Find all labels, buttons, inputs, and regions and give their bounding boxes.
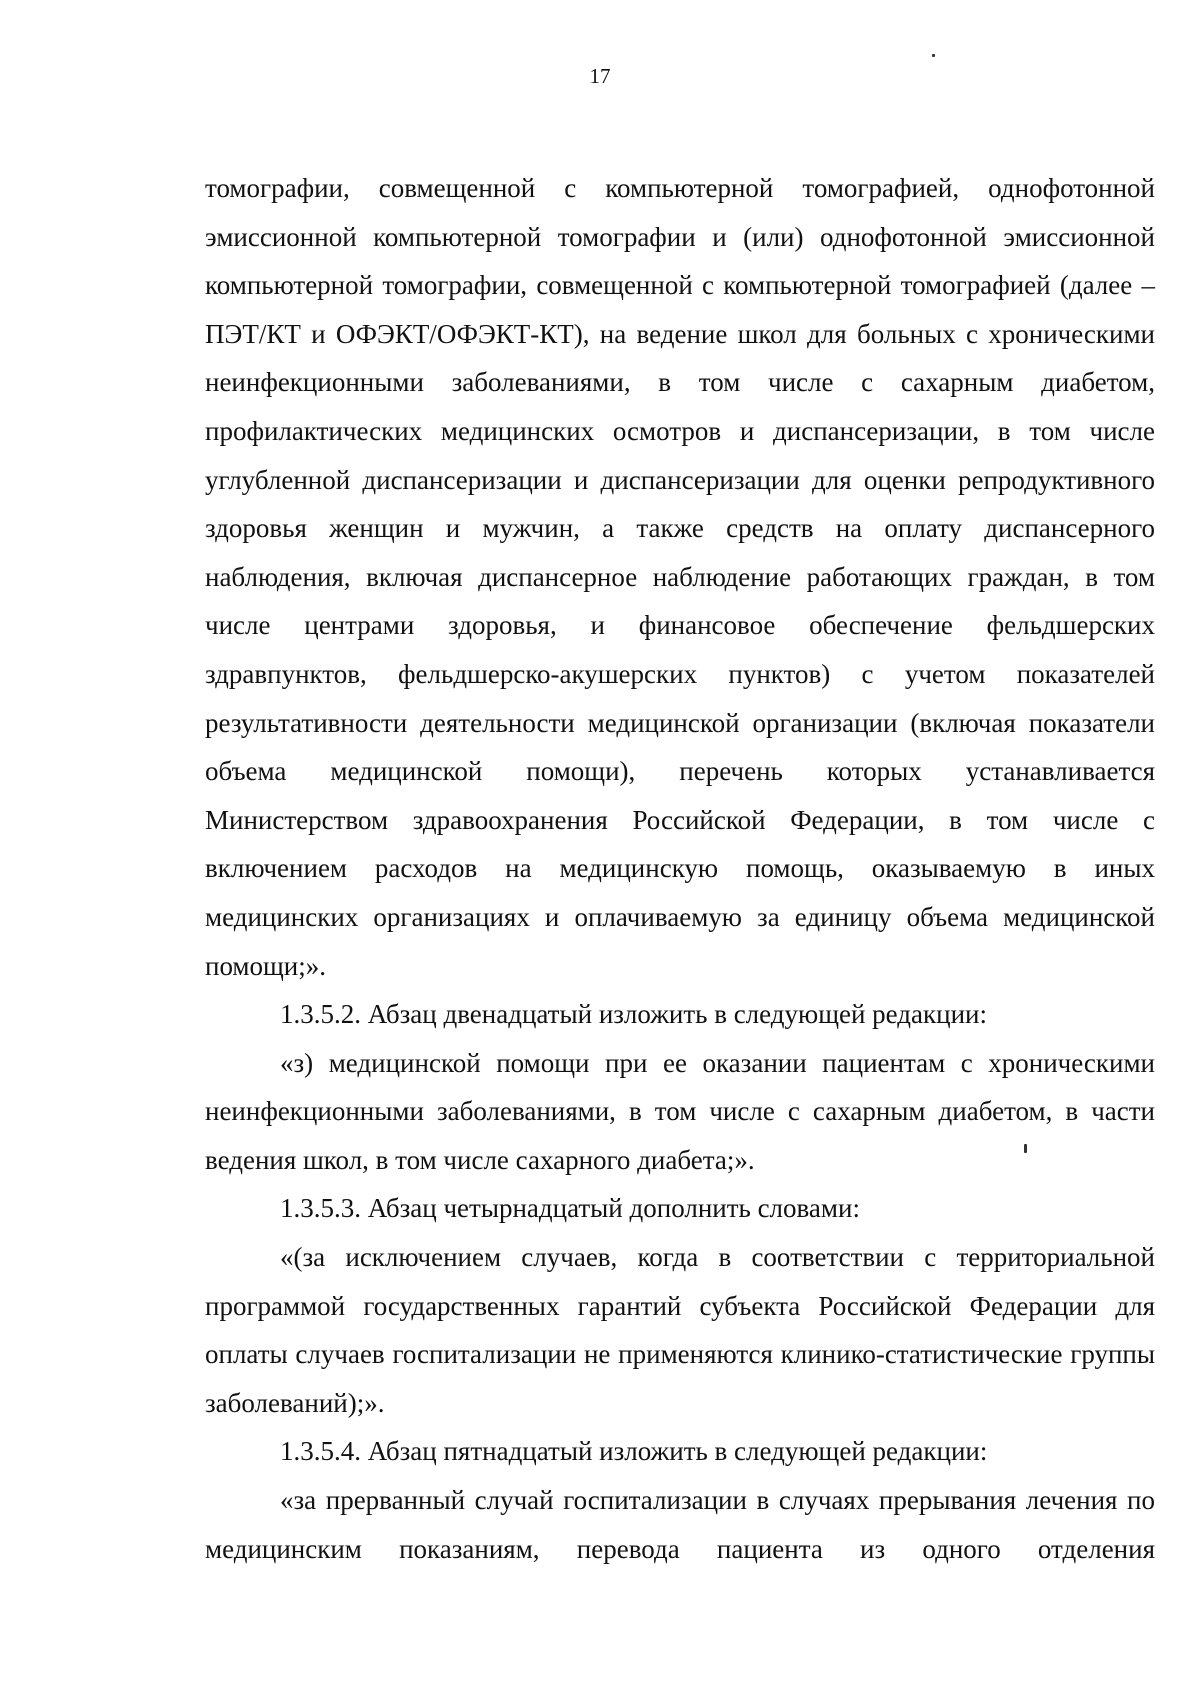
paragraph-1-3-5-4-heading: 1.3.5.4. Абзац пятнадцатый изложить в следующей редакции: bbox=[280, 1436, 988, 1467]
paragraph-1-3-5-3-quote: «(за исключением случаев, когда в соответствии с территориальной программой государственных гарантий субъекта Российской Федерации для оплаты случаев госпитализации не применяются клинико-статистические группы заболеваний);». bbox=[205, 1242, 1155, 1418]
paragraph-1-3-5-2-heading: 1.3.5.2. Абзац двенадцатый изложить в следующей редакции: bbox=[280, 999, 987, 1030]
paragraph-1-3-5-4-quote: «за прерванный случай госпитализации в случаях прерывания лечения по медицинским показаниям, перевода пациента из одного отделения bbox=[205, 1485, 1155, 1564]
paragraph-continued-text: томографии, совмещенной с компьютерной томографией, однофотонной эмиссионной компьютерной томографии и (или) однофотонной эмиссионной компьютерной томографии, совмещенной с компьютерной томографией (далее – ПЭТ/КТ и ОФЭКТ/ОФЭКТ-КТ), на ведение школ для больных с хроническими неинфекционными заболеваниями, в том числе с сахарным диабетом, профилактических медицинских осмотров и диспансеризации, в том числе углубленной диспансеризации и диспансеризации для оценки репродуктивного здоровья женщин и мужчин, а также средств на оплату диспансерного наблюдения, включая диспансерное наблюдение работающих граждан, в том числе центрами здоровья, и финансовое обеспечение фельдшерских здравпунктов, фельдшерско-акушерских пунктов) с учетом показателей результативности деятельности медицинской организации (включая показатели объема медицинской помощи), перечень которых устанавливается Министерством здравоохранения Российской Федерации, в том числе с включением расходов на медицинскую помощь, оказываемую в иных медицинских организациях и оплачиваемую за единицу объема медицинской помощи;». bbox=[205, 173, 1155, 981]
document-body bbox=[205, 164, 1155, 1573]
scan-speck bbox=[932, 54, 935, 57]
page-number: 17 bbox=[589, 64, 611, 88]
paragraph-1-3-5-2-quote: «з) медицинской помощи при ее оказании пациентам с хроническими неинфекционными заболеваниями, в том числе с сахарным диабетом, в части ведения школ, в том числе сахарного диабета;». bbox=[205, 1047, 1155, 1175]
paragraph-1-3-5-3-heading: 1.3.5.3. Абзац четырнадцатый дополнить словами: bbox=[280, 1193, 860, 1224]
